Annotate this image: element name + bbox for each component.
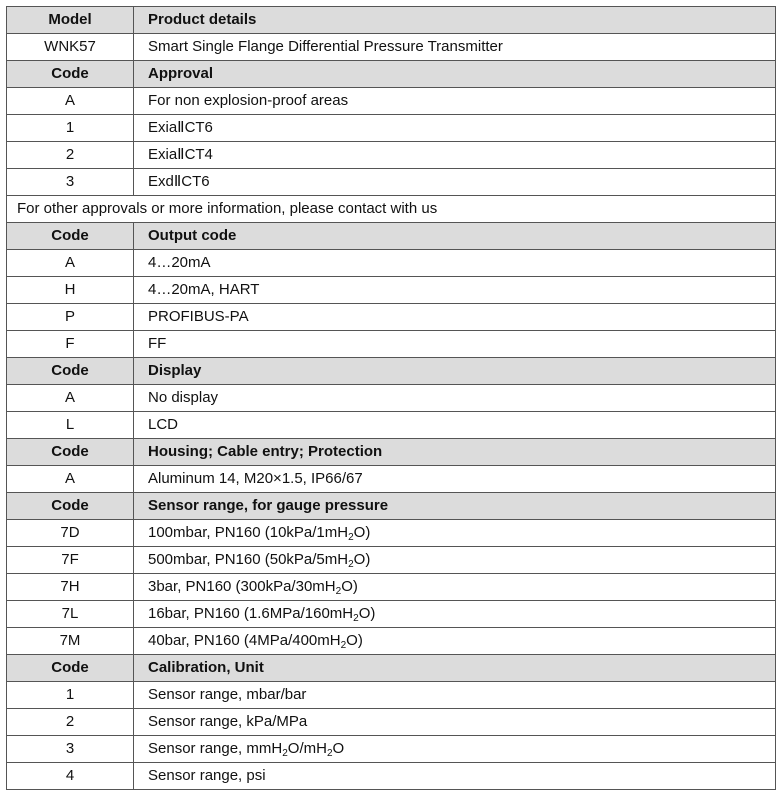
display-header-code: Code — [7, 358, 134, 385]
code-cell: 4 — [7, 763, 134, 790]
code-cell: A — [7, 385, 134, 412]
desc-text: 16bar, PN160 (1.6MPa/160mH — [148, 605, 354, 622]
model-header-label: Product details — [134, 7, 776, 34]
table-row — [7, 250, 776, 277]
desc-cell: FF — [134, 331, 776, 358]
desc-cell: PROFIBUS-PA — [134, 304, 776, 331]
desc-cell: 4…20mA, HART — [134, 277, 776, 304]
display-header-label: Display — [134, 358, 776, 385]
code-cell: 7L — [7, 601, 134, 628]
code-cell: P — [7, 304, 134, 331]
desc-cell: Sensor range, kPa/MPa — [134, 709, 776, 736]
sensor-header-row — [7, 493, 776, 520]
desc-cell — [134, 601, 776, 628]
model-header-row — [7, 7, 776, 34]
table-row — [7, 682, 776, 709]
table-row — [7, 304, 776, 331]
desc-cell: No display — [134, 385, 776, 412]
model-header-code: Model — [7, 7, 134, 34]
desc-text: Sensor range, mmH — [148, 740, 283, 757]
table-row — [7, 277, 776, 304]
table-row — [7, 736, 776, 763]
calibration-header-row — [7, 655, 776, 682]
desc-cell: Sensor range, mbar/bar — [134, 682, 776, 709]
table-row — [7, 169, 776, 196]
code-cell: 3 — [7, 736, 134, 763]
desc-cell: LCD — [134, 412, 776, 439]
subscript: 2 — [340, 640, 347, 651]
code-cell: 2 — [7, 142, 134, 169]
approval-header-row — [7, 61, 776, 88]
desc-cell: For non explosion-proof areas — [134, 88, 776, 115]
code-cell: A — [7, 250, 134, 277]
desc-cell: Aluminum 14, M20×1.5, IP66/67 — [134, 466, 776, 493]
table-row — [7, 412, 776, 439]
code-cell: 1 — [7, 682, 134, 709]
table-row — [7, 34, 776, 61]
desc-cell — [134, 736, 776, 763]
sensor-header-code: Code — [7, 493, 134, 520]
model-desc-cell: Smart Single Flange Differential Pressure Transmitter — [134, 34, 776, 61]
desc-cell: ExiaⅡCT4 — [134, 142, 776, 169]
code-cell: 3 — [7, 169, 134, 196]
subscript: 2 — [335, 586, 342, 597]
table-row — [7, 547, 776, 574]
table-row — [7, 142, 776, 169]
output-header-code: Code — [7, 223, 134, 250]
table-row — [7, 385, 776, 412]
table-row — [7, 115, 776, 142]
table-row — [7, 466, 776, 493]
table-row — [7, 601, 776, 628]
housing-header-row — [7, 439, 776, 466]
desc-text: O) — [353, 524, 371, 541]
code-cell: A — [7, 88, 134, 115]
desc-text: O — [332, 740, 345, 757]
desc-text: O) — [358, 605, 376, 622]
desc-cell — [134, 628, 776, 655]
code-cell: 7D — [7, 520, 134, 547]
code-cell: A — [7, 466, 134, 493]
code-cell: 7H — [7, 574, 134, 601]
table-row — [7, 520, 776, 547]
table-row — [7, 709, 776, 736]
calibration-header-label: Calibration, Unit — [134, 655, 776, 682]
code-cell: 2 — [7, 709, 134, 736]
desc-cell: ExdⅡCT6 — [134, 169, 776, 196]
table-row — [7, 88, 776, 115]
code-cell: L — [7, 412, 134, 439]
code-cell: 7M — [7, 628, 134, 655]
code-cell: H — [7, 277, 134, 304]
model-code-cell: WNK57 — [7, 34, 134, 61]
table-row — [7, 763, 776, 790]
subscript: 2 — [326, 748, 333, 759]
calibration-header-code: Code — [7, 655, 134, 682]
desc-text: 3bar, PN160 (300kPa/30mH — [148, 578, 336, 595]
desc-text: 40bar, PN160 (4MPa/400mH — [148, 632, 341, 649]
desc-text: 500mbar, PN160 (50kPa/5mH — [148, 551, 349, 568]
housing-header-code: Code — [7, 439, 134, 466]
subscript: 2 — [348, 559, 354, 570]
desc-cell: ExiaⅡCT6 — [134, 115, 776, 142]
desc-text: 100mbar, PN160 (10kPa/1mH — [148, 524, 349, 541]
housing-header-label: Housing; Cable entry; Protection — [134, 439, 776, 466]
desc-cell: Sensor range, psi — [134, 763, 776, 790]
code-cell: F — [7, 331, 134, 358]
output-header-row — [7, 223, 776, 250]
table-row — [7, 574, 776, 601]
desc-cell: 4…20mA — [134, 250, 776, 277]
subscript: 2 — [282, 748, 288, 759]
desc-cell — [134, 547, 776, 574]
desc-cell — [134, 520, 776, 547]
display-header-row — [7, 358, 776, 385]
desc-text: O) — [353, 551, 371, 568]
approval-header-code: Code — [7, 61, 134, 88]
sensor-header-label: Sensor range, for gauge pressure — [134, 493, 776, 520]
approval-note: For other approvals or more information, please contact with us — [7, 196, 776, 223]
approval-note-row — [7, 196, 776, 223]
desc-cell — [134, 574, 776, 601]
approval-header-label: Approval — [134, 61, 776, 88]
product-spec-table — [6, 6, 776, 790]
code-cell: 7F — [7, 547, 134, 574]
code-cell: 1 — [7, 115, 134, 142]
desc-text: O) — [341, 578, 358, 595]
subscript: 2 — [353, 613, 359, 624]
subscript: 2 — [348, 532, 354, 543]
table-row — [7, 331, 776, 358]
output-header-label: Output code — [134, 223, 776, 250]
desc-text: O) — [346, 632, 363, 649]
desc-text: O/mH — [287, 740, 327, 757]
table-row — [7, 628, 776, 655]
